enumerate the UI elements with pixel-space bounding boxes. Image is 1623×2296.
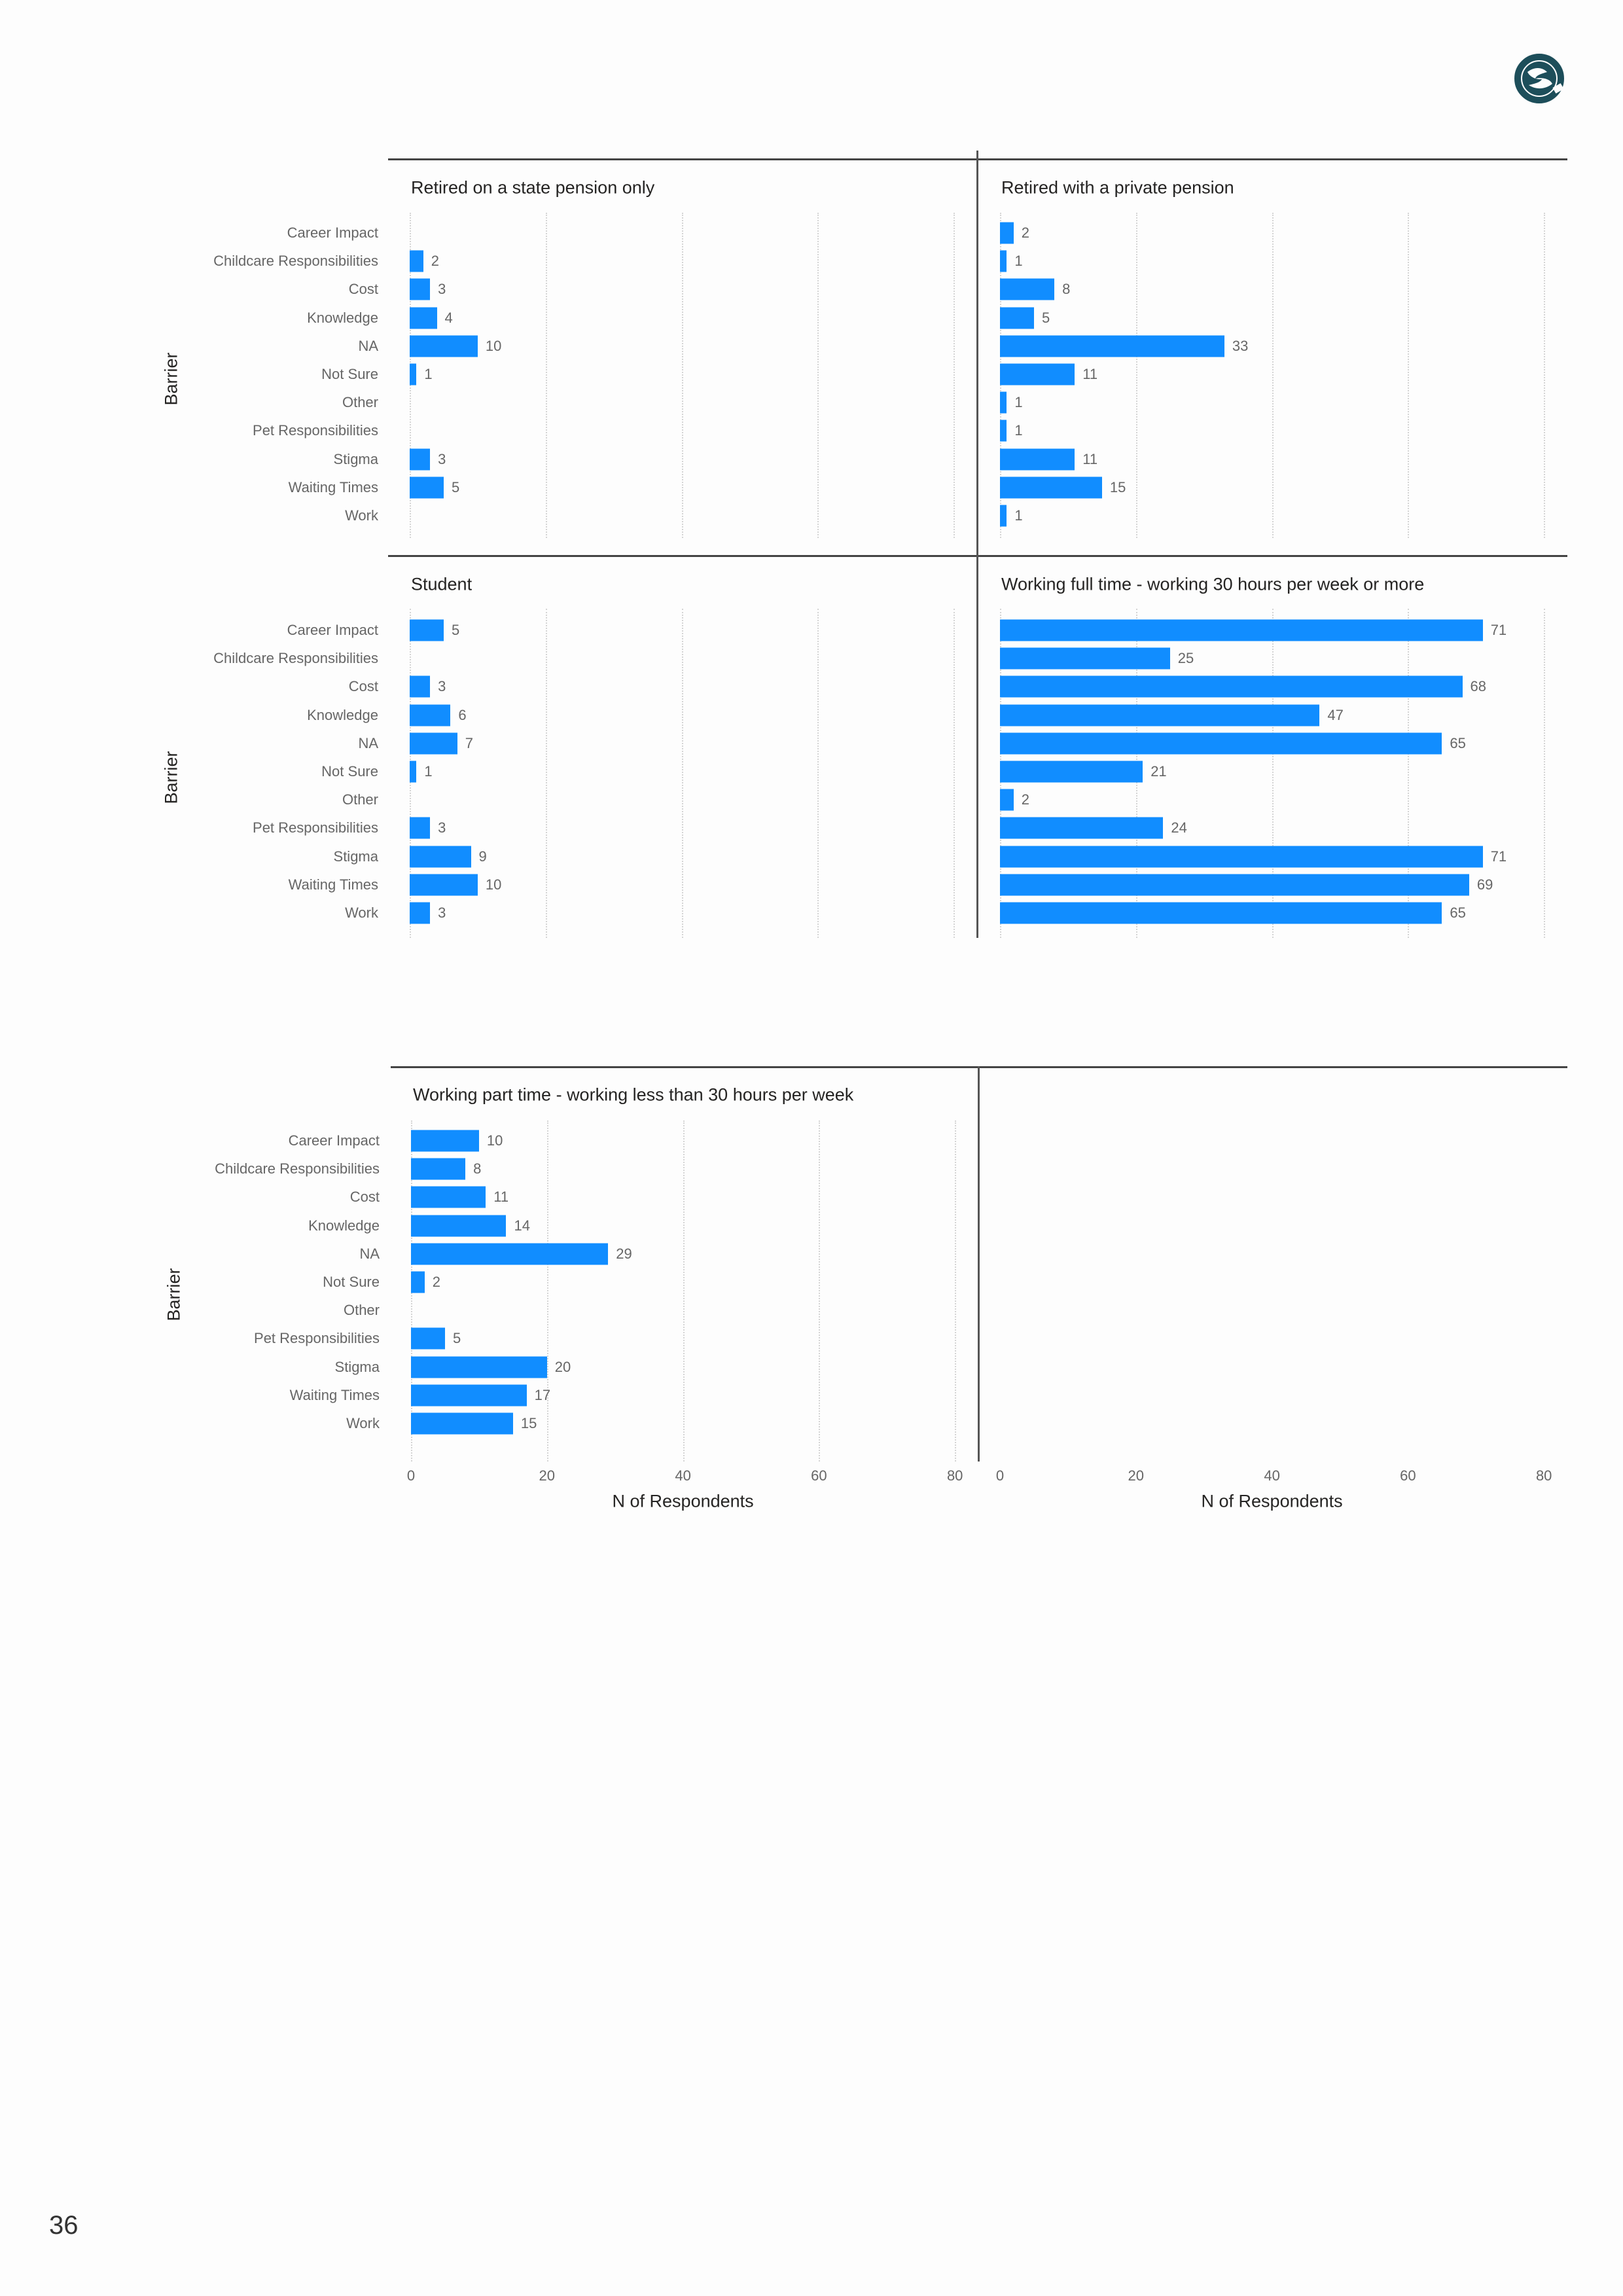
- bar[interactable]: [411, 1187, 486, 1208]
- category-label: Work: [345, 905, 378, 921]
- bar[interactable]: [410, 761, 416, 783]
- x-axis-tick: 60: [811, 1467, 827, 1484]
- gridline: [955, 1121, 956, 1462]
- x-axis-tick: 80: [1535, 1467, 1552, 1484]
- gridline: [1544, 213, 1545, 538]
- bar[interactable]: [1000, 761, 1143, 783]
- data-label: 6: [458, 706, 467, 723]
- bar[interactable]: [1000, 817, 1163, 839]
- category-label: Stigma: [333, 848, 378, 865]
- data-label: 3: [438, 819, 446, 836]
- category-label: Not Sure: [321, 366, 378, 382]
- data-label: 2: [432, 1274, 441, 1290]
- bar[interactable]: [1000, 223, 1014, 244]
- data-label: 3: [438, 678, 446, 695]
- data-label: 68: [1470, 678, 1486, 695]
- data-label: 21: [1150, 763, 1167, 780]
- bar[interactable]: [411, 1328, 445, 1350]
- bar[interactable]: [1000, 676, 1463, 698]
- bar[interactable]: [1000, 704, 1319, 726]
- bar[interactable]: [1000, 476, 1102, 498]
- data-label: 15: [520, 1415, 537, 1431]
- gridline: [683, 1121, 685, 1462]
- category-label: Work: [345, 507, 378, 524]
- bar[interactable]: [411, 1215, 506, 1236]
- bar[interactable]: [410, 335, 478, 357]
- data-label: 11: [493, 1189, 509, 1206]
- data-label: 1: [424, 763, 433, 780]
- bar[interactable]: [1000, 420, 1007, 442]
- category-label: Not Sure: [321, 763, 378, 780]
- bar[interactable]: [410, 903, 430, 924]
- data-label: 2: [1021, 791, 1030, 808]
- data-label: 15: [1109, 478, 1126, 495]
- category-label: Stigma: [333, 450, 378, 467]
- x-axis-title: N of Respondents: [1201, 1491, 1343, 1511]
- bar[interactable]: [1000, 448, 1075, 470]
- bar[interactable]: [410, 251, 423, 272]
- bar[interactable]: [411, 1272, 425, 1293]
- gridline: [546, 213, 547, 538]
- data-label: 71: [1490, 622, 1507, 638]
- category-label: Career Impact: [288, 1132, 380, 1149]
- gridline: [1544, 609, 1545, 938]
- bar[interactable]: [1000, 846, 1483, 867]
- category-label: Pet Responsibilities: [253, 819, 378, 836]
- data-label: 65: [1450, 734, 1466, 751]
- category-label: Waiting Times: [288, 876, 378, 893]
- data-label: 29: [616, 1245, 632, 1262]
- x-axis-tick: 60: [1400, 1467, 1416, 1484]
- category-label: Childcare Responsibilities: [213, 650, 378, 667]
- bar[interactable]: [1000, 620, 1483, 641]
- bar[interactable]: [1000, 364, 1075, 386]
- panel-divider: [976, 151, 978, 938]
- category-label: Career Impact: [287, 622, 378, 638]
- page-number: 36: [49, 2211, 79, 2240]
- category-label: Waiting Times: [289, 1386, 380, 1403]
- data-label: 5: [451, 478, 460, 495]
- category-label: Cost: [348, 678, 378, 695]
- gridline: [547, 1121, 548, 1462]
- data-label: 2: [431, 253, 440, 270]
- category-label: Work: [346, 1415, 380, 1431]
- bar[interactable]: [1000, 505, 1007, 527]
- data-label: 9: [478, 848, 487, 865]
- y-axis-title: Barrier: [164, 1268, 184, 1321]
- bar[interactable]: [410, 817, 430, 839]
- x-axis-tick: 40: [675, 1467, 691, 1484]
- bar[interactable]: [1000, 279, 1054, 300]
- panel-divider: [978, 1066, 980, 1462]
- gridline: [817, 609, 819, 938]
- bar[interactable]: [410, 448, 430, 470]
- x-axis-tick: 40: [1264, 1467, 1280, 1484]
- bar[interactable]: [1000, 251, 1007, 272]
- data-label: 1: [1014, 422, 1023, 439]
- data-label: 69: [1476, 876, 1493, 893]
- category-label: Pet Responsibilities: [254, 1330, 380, 1347]
- bar[interactable]: [1000, 307, 1034, 329]
- category-label: Stigma: [334, 1358, 380, 1375]
- data-label: 5: [451, 622, 460, 638]
- gridline: [817, 213, 819, 538]
- data-label: 14: [514, 1217, 530, 1234]
- gridline: [954, 609, 955, 938]
- category-label: Not Sure: [323, 1274, 380, 1290]
- bar[interactable]: [410, 620, 444, 641]
- category-label: Knowledge: [307, 309, 378, 326]
- chart-title: Retired with a private pension: [1001, 177, 1234, 198]
- bar[interactable]: [411, 1130, 479, 1152]
- data-label: 17: [534, 1386, 551, 1403]
- bar[interactable]: [410, 874, 478, 895]
- category-label: Career Impact: [287, 224, 378, 241]
- bar[interactable]: [1000, 789, 1014, 811]
- bar[interactable]: [410, 732, 457, 754]
- category-label: Childcare Responsibilities: [215, 1160, 380, 1177]
- gridline: [546, 609, 547, 938]
- category-label: NA: [359, 1245, 380, 1262]
- category-label: NA: [358, 734, 378, 751]
- category-label: Cost: [349, 1189, 380, 1206]
- gridline: [682, 213, 683, 538]
- gridline: [1408, 213, 1409, 538]
- chart-title: Working full time - working 30 hours per week or more: [1001, 574, 1425, 594]
- bar[interactable]: [411, 1158, 465, 1180]
- data-label: 71: [1490, 848, 1507, 865]
- data-label: 8: [473, 1160, 482, 1177]
- bar[interactable]: [411, 1384, 527, 1406]
- data-label: 3: [438, 281, 446, 298]
- category-label: Knowledge: [308, 1217, 380, 1234]
- data-label: 5: [452, 1330, 461, 1347]
- bar[interactable]: [410, 307, 437, 329]
- y-axis-title: Barrier: [161, 352, 181, 406]
- category-label: Knowledge: [307, 706, 378, 723]
- category-label: Other: [342, 394, 378, 411]
- x-axis-title: N of Respondents: [612, 1491, 754, 1511]
- chart-title: Student: [411, 574, 473, 594]
- data-label: 3: [438, 450, 446, 467]
- data-label: 2: [1021, 224, 1030, 241]
- data-label: 1: [424, 366, 433, 382]
- x-axis-tick: 80: [946, 1467, 963, 1484]
- hands-circle-logo-icon: [1513, 52, 1565, 105]
- category-label: NA: [358, 337, 378, 354]
- data-label: 1: [1014, 253, 1023, 270]
- data-label: 4: [444, 309, 453, 326]
- bar[interactable]: [1000, 732, 1442, 754]
- x-axis-tick: 0: [995, 1467, 1005, 1484]
- bar[interactable]: [410, 279, 430, 300]
- category-label: Childcare Responsibilities: [213, 253, 378, 270]
- data-label: 1: [1014, 507, 1023, 524]
- data-label: 20: [554, 1358, 571, 1375]
- bar[interactable]: [410, 364, 416, 386]
- bar[interactable]: [1000, 874, 1469, 895]
- data-label: 47: [1327, 706, 1344, 723]
- bar[interactable]: [411, 1356, 547, 1378]
- data-label: 7: [465, 734, 473, 751]
- gridline: [954, 213, 955, 538]
- data-label: 8: [1062, 281, 1071, 298]
- chart-title: Working part time - working less than 30 hours per week: [413, 1085, 854, 1105]
- bar[interactable]: [410, 704, 450, 726]
- bar[interactable]: [1000, 335, 1224, 357]
- bar[interactable]: [411, 1413, 513, 1435]
- data-label: 11: [1082, 450, 1098, 467]
- bar[interactable]: [410, 846, 471, 867]
- x-axis-tick: 0: [406, 1467, 416, 1484]
- data-label: 10: [486, 1132, 503, 1149]
- category-label: Waiting Times: [288, 478, 378, 495]
- x-axis-tick: 20: [539, 1467, 556, 1484]
- gridline: [1136, 213, 1137, 538]
- chart-title: Retired on a state pension only: [411, 177, 655, 198]
- data-label: 33: [1232, 337, 1249, 354]
- bar[interactable]: [410, 476, 444, 498]
- data-label: 3: [438, 905, 446, 921]
- gridline: [1272, 213, 1274, 538]
- category-label: Cost: [348, 281, 378, 298]
- bar[interactable]: [411, 1243, 608, 1265]
- bar[interactable]: [1000, 903, 1442, 924]
- data-label: 10: [485, 876, 502, 893]
- data-label: 5: [1041, 309, 1050, 326]
- data-label: 11: [1082, 366, 1098, 382]
- x-axis-tick: 20: [1128, 1467, 1145, 1484]
- category-label: Pet Responsibilities: [253, 422, 378, 439]
- category-label: Other: [343, 1302, 380, 1319]
- data-label: 10: [485, 337, 502, 354]
- gridline: [819, 1121, 820, 1462]
- bar[interactable]: [410, 676, 430, 698]
- data-label: 24: [1171, 819, 1187, 836]
- gridline: [682, 609, 683, 938]
- data-label: 25: [1177, 650, 1194, 667]
- category-label: Other: [342, 791, 378, 808]
- data-label: 1: [1014, 394, 1023, 411]
- data-label: 65: [1450, 905, 1466, 921]
- bar[interactable]: [1000, 648, 1170, 670]
- y-axis-title: Barrier: [161, 751, 181, 804]
- bar[interactable]: [1000, 392, 1007, 414]
